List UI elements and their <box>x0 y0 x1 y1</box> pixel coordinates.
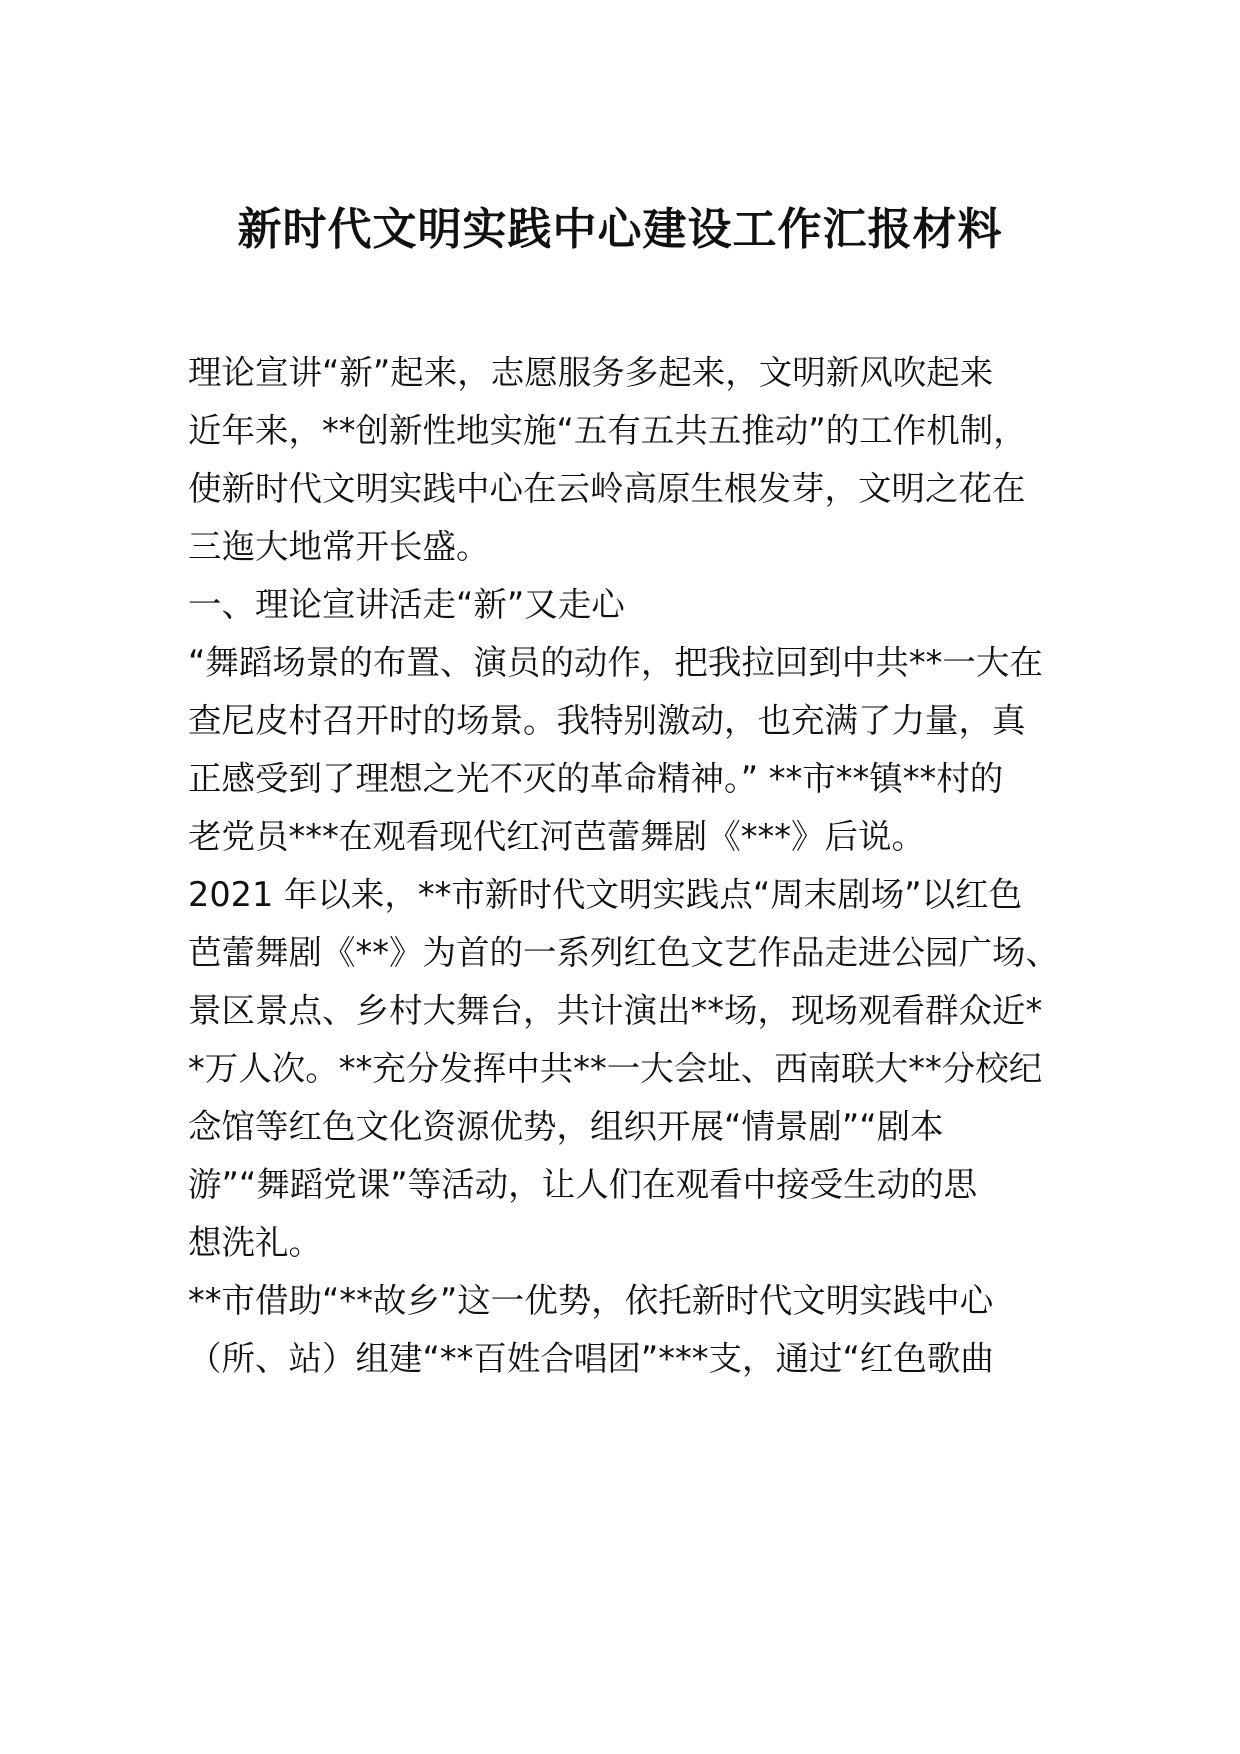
paragraph-line: 想洗礼。 <box>188 1223 322 1262</box>
paragraph-line: 老党员***在观看现代红河芭蕾舞剧《***》后说。 <box>188 817 925 856</box>
paragraph-line: 使新时代文明实践中心在云岭高原生根发芽，文明之花在 <box>188 469 1026 508</box>
paragraph-line: 2021 年以来，**市新时代文明实践点“周末剧场”以红色 <box>188 875 1023 914</box>
document-title: 新时代文明实践中心建设工作汇报材料 <box>237 204 1003 255</box>
paragraph-line: 念馆等红色文化资源优势，组织开展“情景剧”“剧本 <box>188 1107 944 1146</box>
paragraph-line: 理论宣讲“新”起来，志愿服务多起来，文明新风吹起来 <box>188 353 994 392</box>
paragraph-line: **市借助“**故乡”这一优势，依托新时代文明实践中心 <box>188 1281 994 1320</box>
paragraph-line: 芭蕾舞剧《**》为首的一系列红色文艺作品走进公园广场、 <box>188 933 1059 972</box>
paragraph-line: 正感受到了理想之光不灭的革命精神。” **市**镇**村的 <box>188 759 1004 798</box>
paragraph-line: （所、站）组建“**百姓合唱团”***支，通过“红色歌曲 <box>188 1339 994 1378</box>
paragraph-line: 查尼皮村召开时的场景。我特别激动，也充满了力量，真 <box>188 701 1026 740</box>
paragraph-line: 三迤大地常开长盛。 <box>188 527 490 566</box>
paragraph-line: *万人次。**充分发挥中共**一大会址、西南联大**分校纪 <box>188 1049 1043 1088</box>
paragraph-line: 景区景点、乡村大舞台，共计演出**场，现场观看群众近* <box>188 991 1043 1030</box>
paragraph-line: 近年来，**创新性地实施“五有五共五推动”的工作机制， <box>188 411 1027 450</box>
section-heading: 一、理论宣讲活走“新”又走心 <box>188 585 625 624</box>
paragraph-line: “舞蹈场景的布置、演员的动作，把我拉回到中共**一大在 <box>188 643 1043 682</box>
paragraph-line: 游”“舞蹈党课”等活动，让人们在观看中接受生动的思 <box>188 1165 978 1204</box>
